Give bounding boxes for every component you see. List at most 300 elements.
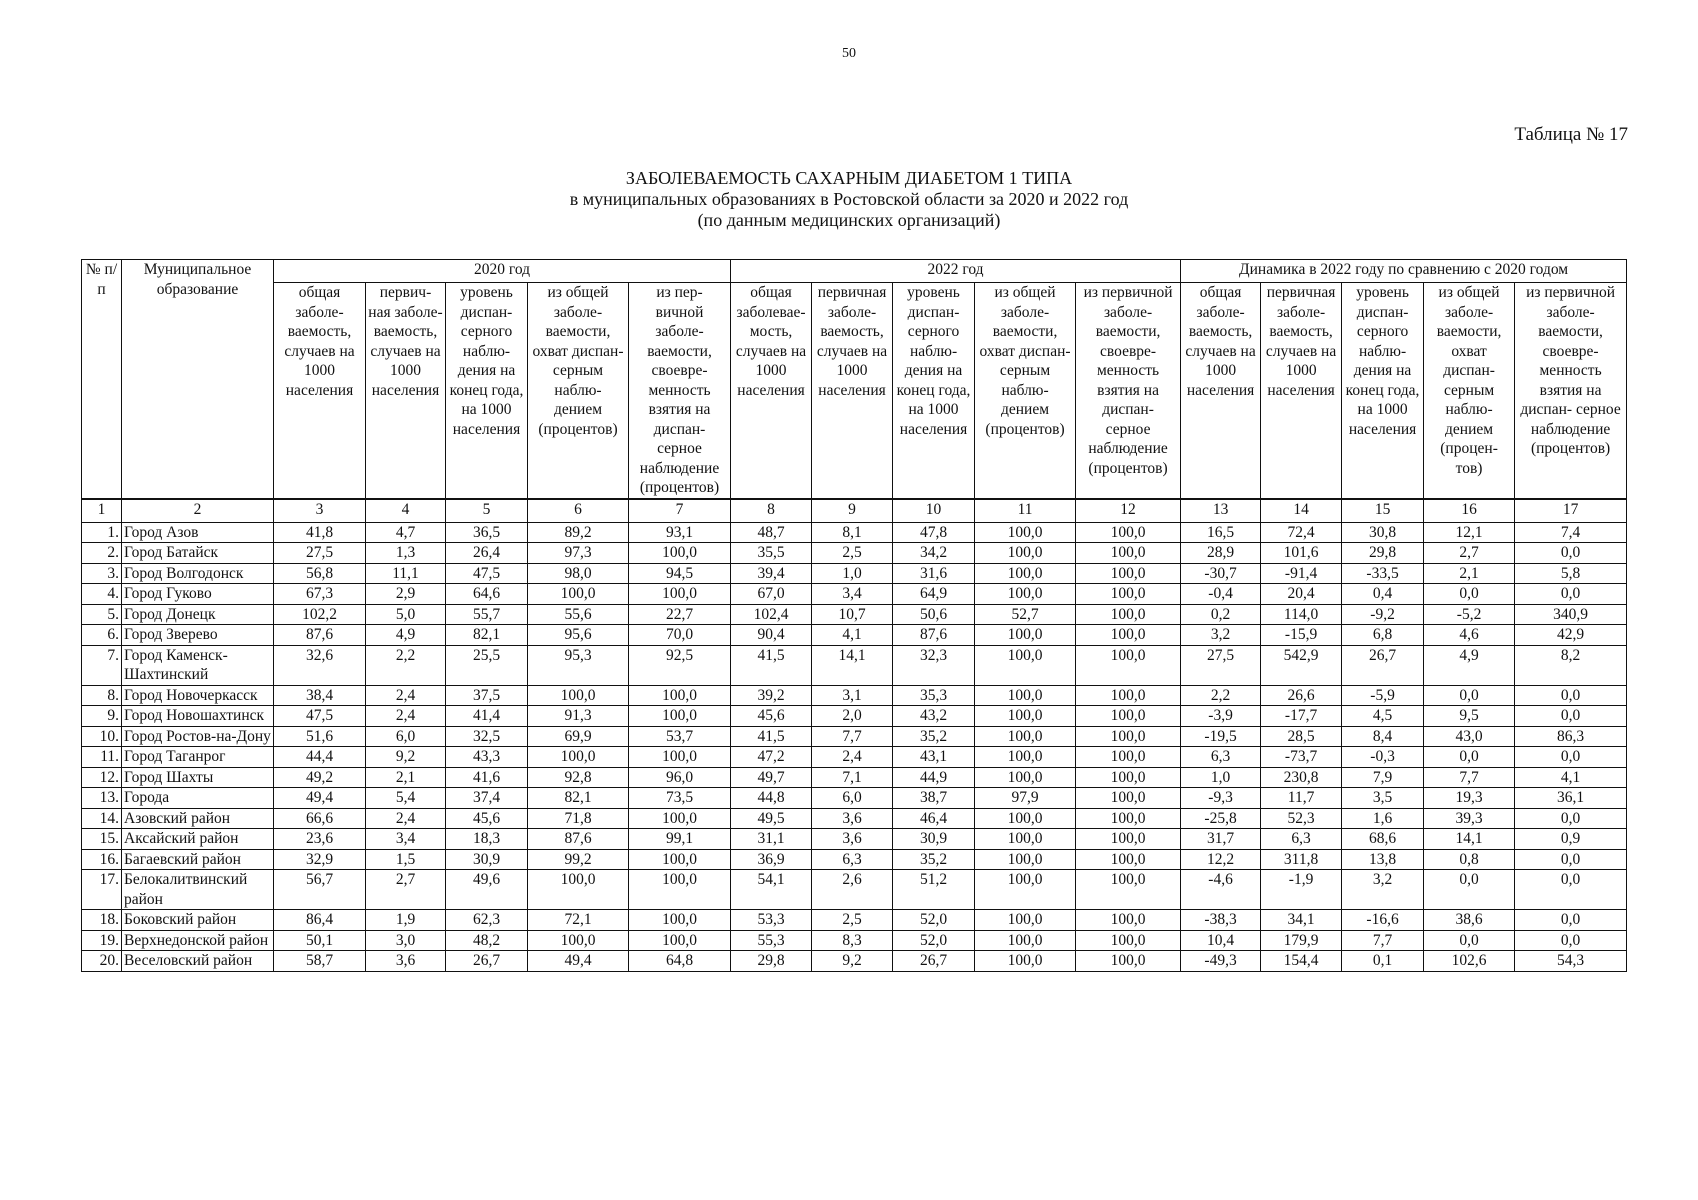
table-row [82, 747, 1627, 768]
cell-col-4: 2,9 [366, 584, 446, 605]
header-group-2022: 2022 год [731, 260, 1181, 283]
cell-col-5: 32,5 [446, 726, 528, 747]
cell-col-14: 6,3 [1261, 829, 1342, 850]
row-number: 20. [82, 951, 122, 972]
cell-col-17: 7,4 [1515, 522, 1627, 543]
row-number: 17. [82, 870, 122, 910]
cell-col-10: 34,2 [893, 543, 975, 564]
cell-col-9: 3,6 [812, 808, 893, 829]
cell-col-6: 99,2 [528, 849, 629, 870]
cell-col-14: 20,4 [1261, 584, 1342, 605]
cell-col-15: 30,8 [1342, 522, 1424, 543]
header-col-3: общая заболе- ваемость, случаев на 1000 населения [274, 283, 366, 499]
cell-col-3: 102,2 [274, 604, 366, 625]
cell-col-12: 100,0 [1076, 829, 1181, 850]
cell-col-10: 26,7 [893, 951, 975, 972]
cell-col-10: 32,3 [893, 645, 975, 685]
cell-col-6: 69,9 [528, 726, 629, 747]
row-number: 18. [82, 910, 122, 931]
cell-col-6: 98,0 [528, 563, 629, 584]
cell-col-17: 0,0 [1515, 849, 1627, 870]
cell-col-3: 86,4 [274, 910, 366, 931]
cell-col-16: 0,8 [1424, 849, 1515, 870]
cell-col-17: 8,2 [1515, 645, 1627, 685]
table-row [82, 930, 1627, 951]
cell-col-10: 35,2 [893, 849, 975, 870]
cell-col-3: 38,4 [274, 685, 366, 706]
cell-col-5: 26,4 [446, 543, 528, 564]
cell-col-14: 26,6 [1261, 685, 1342, 706]
table-row [82, 522, 1627, 543]
cell-col-16: 4,6 [1424, 625, 1515, 646]
cell-col-3: 47,5 [274, 706, 366, 727]
cell-col-6: 95,3 [528, 645, 629, 685]
cell-col-16: -5,2 [1424, 604, 1515, 625]
cell-col-11: 100,0 [975, 829, 1076, 850]
cell-col-9: 7,1 [812, 767, 893, 788]
cell-col-15: 4,5 [1342, 706, 1424, 727]
cell-col-10: 30,9 [893, 829, 975, 850]
cell-col-9: 10,7 [812, 604, 893, 625]
cell-col-10: 35,2 [893, 726, 975, 747]
row-number: 16. [82, 849, 122, 870]
cell-col-13: 0,2 [1181, 604, 1261, 625]
table-row [82, 829, 1627, 850]
cell-col-3: 66,6 [274, 808, 366, 829]
cell-col-3: 49,2 [274, 767, 366, 788]
cell-col-5: 41,4 [446, 706, 528, 727]
column-number: 6 [528, 499, 629, 523]
table-header [82, 260, 1627, 523]
cell-col-6: 89,2 [528, 522, 629, 543]
table-row [82, 910, 1627, 931]
cell-col-3: 87,6 [274, 625, 366, 646]
cell-col-8: 35,5 [731, 543, 812, 564]
header-col-17: из первичной заболе- ваемости, своевре- менность взятия на диспан- серное наблюдение (процентов) [1515, 283, 1627, 499]
incidence-table [81, 259, 1627, 972]
cell-col-10: 50,6 [893, 604, 975, 625]
cell-col-14: 311,8 [1261, 849, 1342, 870]
municipality-name: Боковский район [122, 910, 274, 931]
header-col-13: общая заболе- ваемость, случаев на 1000 населения [1181, 283, 1261, 499]
cell-col-7: 100,0 [629, 930, 731, 951]
cell-col-9: 2,6 [812, 870, 893, 910]
cell-col-13: -9,3 [1181, 788, 1261, 809]
table-row [82, 849, 1627, 870]
table-row [82, 808, 1627, 829]
cell-col-6: 72,1 [528, 910, 629, 931]
column-number: 2 [122, 499, 274, 523]
cell-col-15: 3,5 [1342, 788, 1424, 809]
municipality-name: Азовский район [122, 808, 274, 829]
cell-col-12: 100,0 [1076, 849, 1181, 870]
cell-col-11: 100,0 [975, 808, 1076, 829]
cell-col-4: 11,1 [366, 563, 446, 584]
table-row [82, 767, 1627, 788]
table-row [82, 870, 1627, 910]
row-number: 13. [82, 788, 122, 809]
cell-col-16: 2,7 [1424, 543, 1515, 564]
cell-col-5: 64,6 [446, 584, 528, 605]
cell-col-10: 31,6 [893, 563, 975, 584]
cell-col-6: 100,0 [528, 930, 629, 951]
cell-col-9: 6,0 [812, 788, 893, 809]
cell-col-8: 41,5 [731, 726, 812, 747]
cell-col-15: 13,8 [1342, 849, 1424, 870]
cell-col-4: 1,9 [366, 910, 446, 931]
cell-col-5: 48,2 [446, 930, 528, 951]
cell-col-17: 0,0 [1515, 747, 1627, 768]
cell-col-9: 8,1 [812, 522, 893, 543]
row-number: 5. [82, 604, 122, 625]
cell-col-3: 51,6 [274, 726, 366, 747]
municipality-name: Город Азов [122, 522, 274, 543]
cell-col-4: 5,4 [366, 788, 446, 809]
cell-col-5: 43,3 [446, 747, 528, 768]
cell-col-5: 36,5 [446, 522, 528, 543]
cell-col-6: 100,0 [528, 685, 629, 706]
cell-col-4: 1,3 [366, 543, 446, 564]
cell-col-5: 37,5 [446, 685, 528, 706]
cell-col-8: 54,1 [731, 870, 812, 910]
cell-col-8: 29,8 [731, 951, 812, 972]
header-col-15: уровень диспан- серного наблю- дения на конец года, на 1000 населения [1342, 283, 1424, 499]
cell-col-13: -19,5 [1181, 726, 1261, 747]
cell-col-12: 100,0 [1076, 910, 1181, 931]
cell-col-3: 27,5 [274, 543, 366, 564]
cell-col-11: 100,0 [975, 584, 1076, 605]
column-number: 8 [731, 499, 812, 523]
cell-col-14: -1,9 [1261, 870, 1342, 910]
cell-col-9: 2,4 [812, 747, 893, 768]
cell-col-13: 16,5 [1181, 522, 1261, 543]
cell-col-14: 179,9 [1261, 930, 1342, 951]
cell-col-11: 100,0 [975, 910, 1076, 931]
cell-col-11: 100,0 [975, 930, 1076, 951]
cell-col-6: 92,8 [528, 767, 629, 788]
cell-col-15: 0,4 [1342, 584, 1424, 605]
cell-col-7: 64,8 [629, 951, 731, 972]
row-number: 9. [82, 706, 122, 727]
table-row [82, 726, 1627, 747]
cell-col-4: 4,9 [366, 625, 446, 646]
cell-col-13: -49,3 [1181, 951, 1261, 972]
cell-col-16: 38,6 [1424, 910, 1515, 931]
cell-col-7: 92,5 [629, 645, 731, 685]
cell-col-9: 2,0 [812, 706, 893, 727]
cell-col-7: 99,1 [629, 829, 731, 850]
cell-col-17: 0,0 [1515, 706, 1627, 727]
header-col-4: первич- ная заболе- ваемость, случаев на 1000 населения [366, 283, 446, 499]
cell-col-15: -16,6 [1342, 910, 1424, 931]
column-number: 9 [812, 499, 893, 523]
header-col-9: первичная заболе- ваемость, случаев на 1000 населения [812, 283, 893, 499]
row-number: 11. [82, 747, 122, 768]
table-number: Таблица № 17 [1514, 124, 1628, 145]
cell-col-11: 100,0 [975, 951, 1076, 972]
municipality-name: Города [122, 788, 274, 809]
cell-col-3: 49,4 [274, 788, 366, 809]
cell-col-11: 52,7 [975, 604, 1076, 625]
cell-col-12: 100,0 [1076, 563, 1181, 584]
cell-col-3: 44,4 [274, 747, 366, 768]
municipality-name: Город Ростов-на-Дону [122, 726, 274, 747]
cell-col-6: 91,3 [528, 706, 629, 727]
cell-col-12: 100,0 [1076, 767, 1181, 788]
cell-col-8: 36,9 [731, 849, 812, 870]
municipality-name: Город Донецк [122, 604, 274, 625]
cell-col-7: 100,0 [629, 584, 731, 605]
cell-col-7: 96,0 [629, 767, 731, 788]
cell-col-5: 37,4 [446, 788, 528, 809]
cell-col-13: -4,6 [1181, 870, 1261, 910]
cell-col-9: 14,1 [812, 645, 893, 685]
cell-col-5: 49,6 [446, 870, 528, 910]
cell-col-11: 100,0 [975, 706, 1076, 727]
row-number: 7. [82, 645, 122, 685]
cell-col-14: 52,3 [1261, 808, 1342, 829]
header-municipality: Муниципальное образование [122, 260, 274, 499]
cell-col-7: 100,0 [629, 685, 731, 706]
cell-col-5: 25,5 [446, 645, 528, 685]
cell-col-10: 43,2 [893, 706, 975, 727]
cell-col-9: 3,6 [812, 829, 893, 850]
cell-col-16: 39,3 [1424, 808, 1515, 829]
cell-col-16: 0,0 [1424, 930, 1515, 951]
cell-col-3: 32,9 [274, 849, 366, 870]
cell-col-4: 2,2 [366, 645, 446, 685]
cell-col-11: 100,0 [975, 522, 1076, 543]
column-number: 10 [893, 499, 975, 523]
table-title [0, 168, 1698, 231]
row-number: 15. [82, 829, 122, 850]
cell-col-11: 97,9 [975, 788, 1076, 809]
cell-col-12: 100,0 [1076, 930, 1181, 951]
cell-col-6: 100,0 [528, 584, 629, 605]
cell-col-4: 2,4 [366, 685, 446, 706]
municipality-name: Город Шахты [122, 767, 274, 788]
cell-col-12: 100,0 [1076, 604, 1181, 625]
cell-col-8: 41,5 [731, 645, 812, 685]
cell-col-13: -0,4 [1181, 584, 1261, 605]
cell-col-3: 56,8 [274, 563, 366, 584]
table-row [82, 625, 1627, 646]
municipality-name: Город Волгодонск [122, 563, 274, 584]
cell-col-13: -3,9 [1181, 706, 1261, 727]
cell-col-4: 2,7 [366, 870, 446, 910]
row-number: 1. [82, 522, 122, 543]
cell-col-15: 29,8 [1342, 543, 1424, 564]
cell-col-11: 100,0 [975, 543, 1076, 564]
header-col-16: из общей заболе- ваемости, охват диспан- серным наблю- дением (процен- тов) [1424, 283, 1515, 499]
cell-col-7: 73,5 [629, 788, 731, 809]
cell-col-13: 2,2 [1181, 685, 1261, 706]
cell-col-9: 8,3 [812, 930, 893, 951]
cell-col-4: 2,4 [366, 808, 446, 829]
cell-col-12: 100,0 [1076, 726, 1181, 747]
cell-col-8: 53,3 [731, 910, 812, 931]
cell-col-11: 100,0 [975, 685, 1076, 706]
municipality-name: Город Новошахтинск [122, 706, 274, 727]
cell-col-14: 34,1 [1261, 910, 1342, 931]
column-number: 16 [1424, 499, 1515, 523]
cell-col-17: 0,0 [1515, 870, 1627, 910]
cell-col-12: 100,0 [1076, 788, 1181, 809]
cell-col-16: 7,7 [1424, 767, 1515, 788]
cell-col-10: 35,3 [893, 685, 975, 706]
cell-col-16: 0,0 [1424, 584, 1515, 605]
cell-col-15: 7,9 [1342, 767, 1424, 788]
cell-col-17: 0,0 [1515, 584, 1627, 605]
page-number: 50 [842, 46, 856, 61]
cell-col-6: 87,6 [528, 829, 629, 850]
cell-col-9: 3,4 [812, 584, 893, 605]
cell-col-12: 100,0 [1076, 706, 1181, 727]
cell-col-9: 1,0 [812, 563, 893, 584]
table-row [82, 584, 1627, 605]
cell-col-13: 10,4 [1181, 930, 1261, 951]
cell-col-8: 90,4 [731, 625, 812, 646]
cell-col-5: 62,3 [446, 910, 528, 931]
column-number: 3 [274, 499, 366, 523]
cell-col-13: 31,7 [1181, 829, 1261, 850]
cell-col-6: 55,6 [528, 604, 629, 625]
cell-col-4: 6,0 [366, 726, 446, 747]
cell-col-16: 0,0 [1424, 747, 1515, 768]
cell-col-3: 56,7 [274, 870, 366, 910]
cell-col-5: 26,7 [446, 951, 528, 972]
cell-col-15: 7,7 [1342, 930, 1424, 951]
cell-col-16: 2,1 [1424, 563, 1515, 584]
municipality-name: Город Гуково [122, 584, 274, 605]
cell-col-15: -9,2 [1342, 604, 1424, 625]
cell-col-13: 3,2 [1181, 625, 1261, 646]
cell-col-8: 39,2 [731, 685, 812, 706]
cell-col-17: 0,0 [1515, 685, 1627, 706]
header-col-11: из общей заболе- ваемости, охват диспан- серным наблю- дением (процентов) [975, 283, 1076, 499]
table-row [82, 788, 1627, 809]
header-col-8: общая заболевае- мость, случаев на 1000 населения [731, 283, 812, 499]
column-number: 4 [366, 499, 446, 523]
cell-col-13: 6,3 [1181, 747, 1261, 768]
cell-col-9: 7,7 [812, 726, 893, 747]
cell-col-5: 30,9 [446, 849, 528, 870]
cell-col-16: 0,0 [1424, 870, 1515, 910]
cell-col-11: 100,0 [975, 625, 1076, 646]
cell-col-17: 0,0 [1515, 543, 1627, 564]
cell-col-17: 36,1 [1515, 788, 1627, 809]
column-number: 12 [1076, 499, 1181, 523]
table-row [82, 685, 1627, 706]
cell-col-5: 18,3 [446, 829, 528, 850]
cell-col-17: 86,3 [1515, 726, 1627, 747]
cell-col-12: 100,0 [1076, 522, 1181, 543]
cell-col-9: 3,1 [812, 685, 893, 706]
cell-col-8: 39,4 [731, 563, 812, 584]
cell-col-14: 72,4 [1261, 522, 1342, 543]
cell-col-6: 82,1 [528, 788, 629, 809]
row-number: 12. [82, 767, 122, 788]
cell-col-13: 27,5 [1181, 645, 1261, 685]
column-number: 5 [446, 499, 528, 523]
cell-col-4: 3,0 [366, 930, 446, 951]
row-number: 10. [82, 726, 122, 747]
cell-col-5: 82,1 [446, 625, 528, 646]
row-number: 19. [82, 930, 122, 951]
cell-col-15: 3,2 [1342, 870, 1424, 910]
cell-col-7: 53,7 [629, 726, 731, 747]
cell-col-5: 45,6 [446, 808, 528, 829]
table-row [82, 604, 1627, 625]
cell-col-14: -15,9 [1261, 625, 1342, 646]
header-col-5: уровень диспан- серного наблю- дения на конец года, на 1000 населения [446, 283, 528, 499]
municipality-name: Город Батайск [122, 543, 274, 564]
cell-col-6: 100,0 [528, 747, 629, 768]
cell-col-3: 58,7 [274, 951, 366, 972]
row-number: 14. [82, 808, 122, 829]
cell-col-3: 32,6 [274, 645, 366, 685]
cell-col-11: 100,0 [975, 870, 1076, 910]
cell-col-13: 1,0 [1181, 767, 1261, 788]
cell-col-3: 41,8 [274, 522, 366, 543]
cell-col-6: 95,6 [528, 625, 629, 646]
cell-col-7: 70,0 [629, 625, 731, 646]
cell-col-7: 100,0 [629, 849, 731, 870]
cell-col-14: -91,4 [1261, 563, 1342, 584]
cell-col-12: 100,0 [1076, 685, 1181, 706]
municipality-name: Багаевский район [122, 849, 274, 870]
cell-col-10: 51,2 [893, 870, 975, 910]
cell-col-14: -73,7 [1261, 747, 1342, 768]
cell-col-9: 6,3 [812, 849, 893, 870]
header-num: № п/п [82, 260, 122, 499]
cell-col-8: 55,3 [731, 930, 812, 951]
cell-col-4: 5,0 [366, 604, 446, 625]
cell-col-14: 154,4 [1261, 951, 1342, 972]
cell-col-7: 94,5 [629, 563, 731, 584]
cell-col-4: 3,4 [366, 829, 446, 850]
cell-col-14: 28,5 [1261, 726, 1342, 747]
cell-col-17: 5,8 [1515, 563, 1627, 584]
cell-col-5: 41,6 [446, 767, 528, 788]
column-number: 14 [1261, 499, 1342, 523]
cell-col-16: 12,1 [1424, 522, 1515, 543]
column-number: 1 [82, 499, 122, 523]
column-number: 11 [975, 499, 1076, 523]
cell-col-17: 0,9 [1515, 829, 1627, 850]
column-number: 7 [629, 499, 731, 523]
cell-col-12: 100,0 [1076, 747, 1181, 768]
cell-col-12: 100,0 [1076, 645, 1181, 685]
header-col-10: уровень диспан- серного наблю- дения на конец года, на 1000 населения [893, 283, 975, 499]
cell-col-4: 1,5 [366, 849, 446, 870]
cell-col-10: 46,4 [893, 808, 975, 829]
cell-col-7: 100,0 [629, 706, 731, 727]
cell-col-8: 44,8 [731, 788, 812, 809]
cell-col-16: 102,6 [1424, 951, 1515, 972]
cell-col-13: 12,2 [1181, 849, 1261, 870]
municipality-name: Город Новочеркасск [122, 685, 274, 706]
cell-col-16: 0,0 [1424, 685, 1515, 706]
cell-col-8: 49,5 [731, 808, 812, 829]
cell-col-8: 47,2 [731, 747, 812, 768]
cell-col-11: 100,0 [975, 726, 1076, 747]
cell-col-12: 100,0 [1076, 870, 1181, 910]
cell-col-14: -17,7 [1261, 706, 1342, 727]
municipality-name: Верхнедонской район [122, 930, 274, 951]
cell-col-3: 67,3 [274, 584, 366, 605]
cell-col-13: 28,9 [1181, 543, 1261, 564]
